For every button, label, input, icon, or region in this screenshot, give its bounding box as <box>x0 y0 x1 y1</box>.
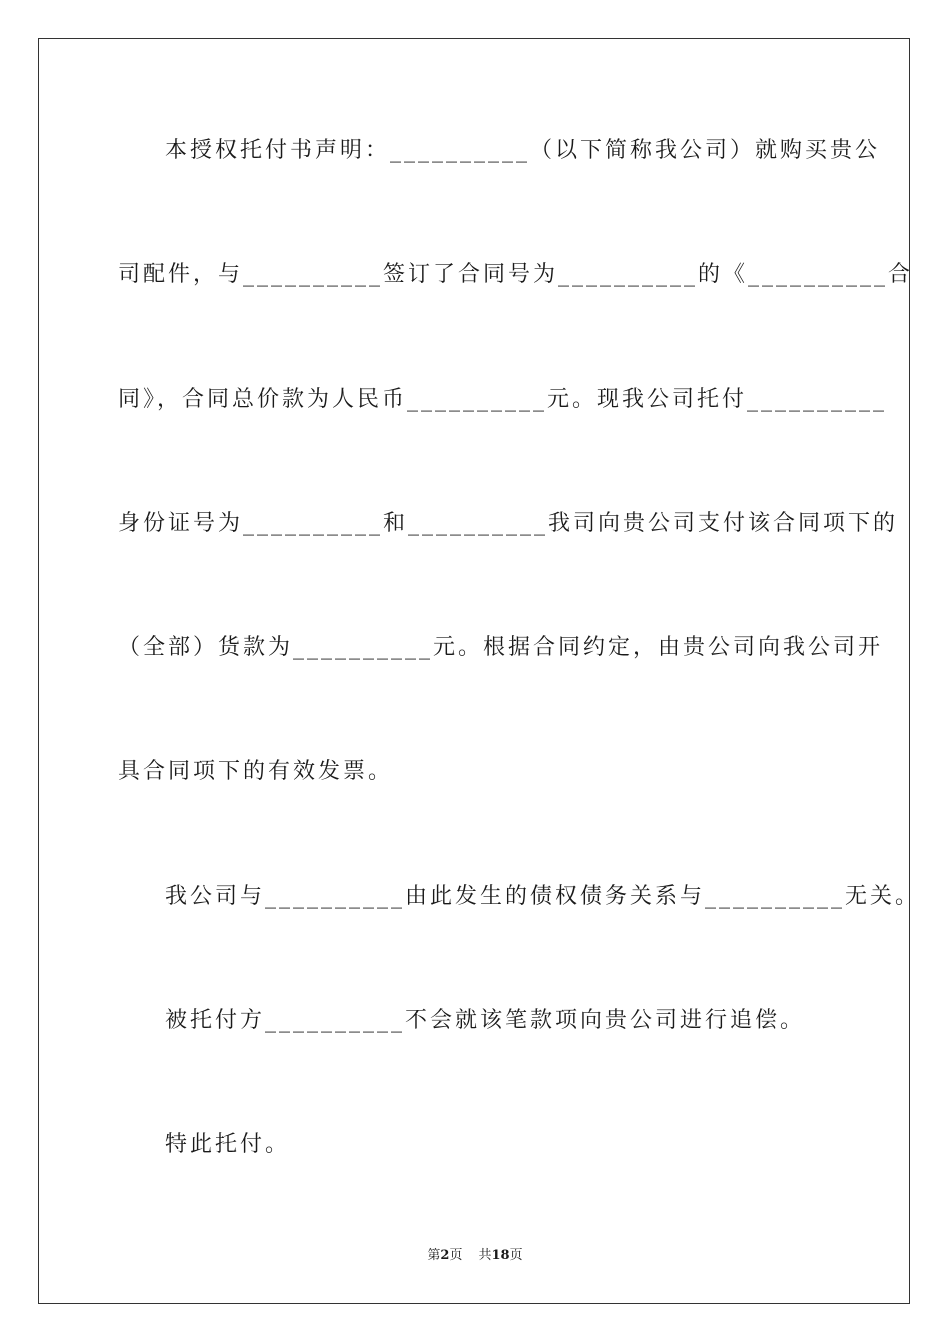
paragraph-1-line-3: 同》，合同总价款为人民币__________元。现我公司托付__________ <box>118 387 888 412</box>
page-border <box>38 38 910 1304</box>
page-footer <box>0 1247 950 1265</box>
paragraph-3: 被托付方__________不会就该笔款项向贵公司进行追偿。 <box>165 1008 806 1033</box>
page-suffix: 页 <box>449 1248 463 1263</box>
paragraph-4: 特此托付。 <box>165 1132 291 1157</box>
paragraph-1-line-1: 本授权托付书声明：__________（以下简称我公司）就购买贵公 <box>165 138 881 163</box>
paragraph-2: 我公司与__________由此发生的债权债务关系与__________无关。 <box>165 884 921 909</box>
paragraph-1-line-4: 身份证号为__________和__________我司向贵公司支付该合同项下的 <box>118 511 899 536</box>
total-prefix: 共 <box>478 1248 492 1263</box>
page-prefix: 第 <box>427 1248 441 1263</box>
paragraph-1-line-6: 具合同项下的有效发票。 <box>118 759 394 784</box>
paragraph-1-line-2: 司配件，与__________签订了合同号为__________的《__________合 <box>118 262 914 287</box>
paragraph-1-line-5: （全部）货款为__________元。根据合同约定，由贵公司向我公司开 <box>118 635 884 660</box>
total-pages: 18 <box>491 1248 510 1263</box>
total-suffix: 页 <box>509 1248 523 1263</box>
page-number: 2 <box>440 1248 450 1263</box>
